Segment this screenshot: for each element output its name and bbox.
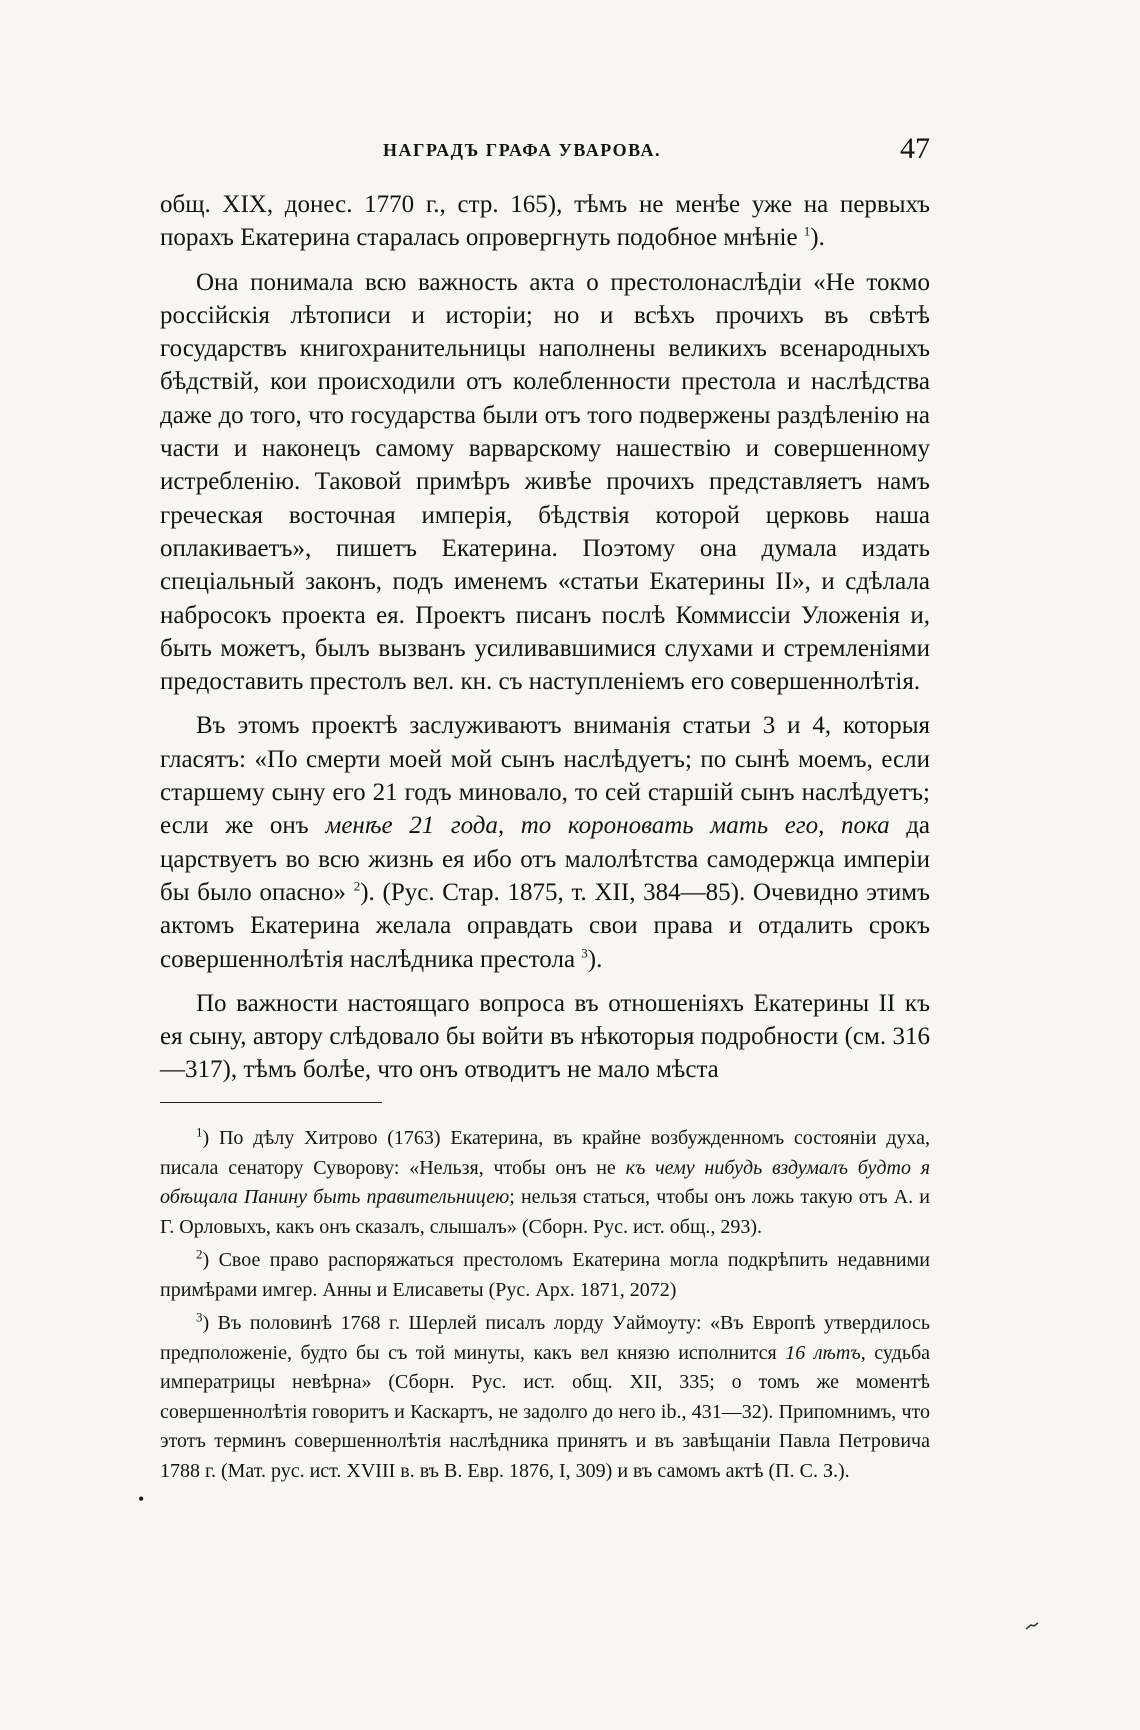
footnote-ref-3: 3 xyxy=(581,945,588,961)
paragraph-2: Она понимала всю важность акта о престолонаслѣдіи «Не токмо россійскія лѣтописи и исторіи; но и всѣхъ прочихъ въ свѣтѣ государствъ книгохранительницы наполнены великихъ всенародныхъ бѣдствій, кои происходили отъ колебленности престола и наслѣдства даже до того, что государства были отъ того подвержены раздѣленію на части и наконецъ самому варварскому нашествію и совершенному истребленію. Таковой примѣръ живѣе прочихъ представляетъ намъ греческая восточная имперія, бѣдствія которой церковь наша оплакиваетъ», пишетъ Екатерина. Поэтому она думала издать спеціальный законъ, подъ именемъ «статьи Екатерины II», и сдѣлала набросокъ проекта ея. Проектъ писанъ послѣ Коммиссіи Уложенія и, быть можетъ, былъ вызванъ усиливавшимися слухами и стремленіями предоставить престолъ вел. кн. съ наступленіемъ его совершеннолѣтія. xyxy=(160,268,930,696)
paragraph-3-end: ). xyxy=(587,945,603,973)
footnote-ref-2: 2 xyxy=(353,878,361,894)
paragraph-1-end: ). xyxy=(810,224,825,252)
footnote-2-mark: 2 xyxy=(196,1246,203,1262)
footnote-3-text-a: ) Въ половинѣ 1768 г. Шерлей писалъ лорду Уаймоуту: «Въ Европѣ утвердилось предположеніе, будто бы съ той минуты, какъ вел князю исполнится xyxy=(160,1312,930,1364)
main-text xyxy=(160,188,930,1087)
paragraph-1-text: общ. XIX, донес. 1770 г., стр. 165), тѣмъ не менѣе уже на первыхъ порахъ Екатерина старалась опровергнуть подобное мнѣніе xyxy=(160,191,930,252)
paragraph-3-text-c: ). (Рус. Стар. 1875, т. XII, 384—85). Очевидно этимъ актомъ Екатерина желала оправдать свои права и отдалить срокъ совершеннолѣтія наслѣдника престола xyxy=(160,878,931,973)
footnote-1-text-a: ) По дѣлу Хитрово (1763) Екатерина, въ крайне возбужденномъ состояніи духа, писала сенатору Суворову: «Нельзя, чтобы онъ не xyxy=(160,1127,930,1179)
page-header xyxy=(160,132,930,176)
footnote-3-mark: 3 xyxy=(196,1309,203,1325)
footnote-ref-1: 1 xyxy=(803,223,811,239)
ink-speck-icon xyxy=(1025,1622,1039,1630)
margin-dot-icon: • xyxy=(138,1489,145,1509)
running-title: НАГРАДЪ ГРАФА УВАРОВА. xyxy=(383,140,661,160)
paragraph-1 xyxy=(160,188,930,255)
footnote-1-text-b: ; нельзя статься, чтобы онъ ложь такую отъ А. и Г. Орловыхъ, какъ онъ сказалъ, слышалъ» (Сборн. Рус. ист. общ., 293). xyxy=(160,1186,931,1238)
paragraph-3-text-b: да царствуетъ во всю жизнь ея ибо отъ малолѣтства самодержца имперіи бы было опасно» xyxy=(160,812,931,906)
footnote-1-mark: 1 xyxy=(196,1124,203,1140)
paragraph-3 xyxy=(160,709,930,975)
footnote-3-italic: 16 лѣтъ xyxy=(785,1341,861,1364)
paragraph-4: По важности настоящаго вопроса въ отношеніяхъ Екатерины II къ ея сыну, автору слѣдовало бы войти въ нѣкоторыя подробности (см. 316—317), тѣмъ болѣе, что онъ отводитъ не мало мѣста xyxy=(160,989,930,1084)
footnote-3-text-b: , судьба императрицы невѣрна» (Сборн. Рус. ист. общ. XII, 335; о томъ же моментѣ совершеннолѣтія говоритъ и Каскартъ, не задолго до него ib., 431—32). Припомнимъ, что этотъ терминъ совершеннолѣтія наслѣдника принятъ и въ завѣщаніи Павла Петровича 1788 г. (Мат. рус. ист. XVIII в. въ В. Евр. 1876, I, 309) и въ самомъ актѣ (П. С. З.). xyxy=(160,1341,930,1482)
page-number: 47 xyxy=(900,132,930,165)
footnote-3 xyxy=(160,1309,930,1486)
paragraph-3-italic: менѣе 21 года, то короновать мать его, пока xyxy=(325,812,890,840)
footnote-1 xyxy=(160,1124,930,1242)
footnote-1-italic: къ чему нибудь вздумалъ будто я обѣщала Панину быть правительницею xyxy=(160,1156,931,1208)
footnote-divider xyxy=(160,1102,382,1103)
footnote-2-text: ) Свое право распоряжаться престоломъ Екатерина могла подкрѣпить недавними примѣрами имгер. Анны и Елисаветы (Рус. Арх. 1871, 2072) xyxy=(160,1249,930,1301)
footnote-2 xyxy=(160,1246,930,1305)
footnotes xyxy=(160,1124,930,1486)
paragraph-3-text-a: Въ этомъ проектѣ заслуживаютъ вниманія статьи 3 и 4, которыя гласятъ: «По смерти моей мой сынъ наслѣдуетъ; по сынѣ моемъ, если старшему сыну его 21 годъ миновало, то сей старшій сынъ наслѣдуетъ; если же онъ xyxy=(160,712,930,840)
